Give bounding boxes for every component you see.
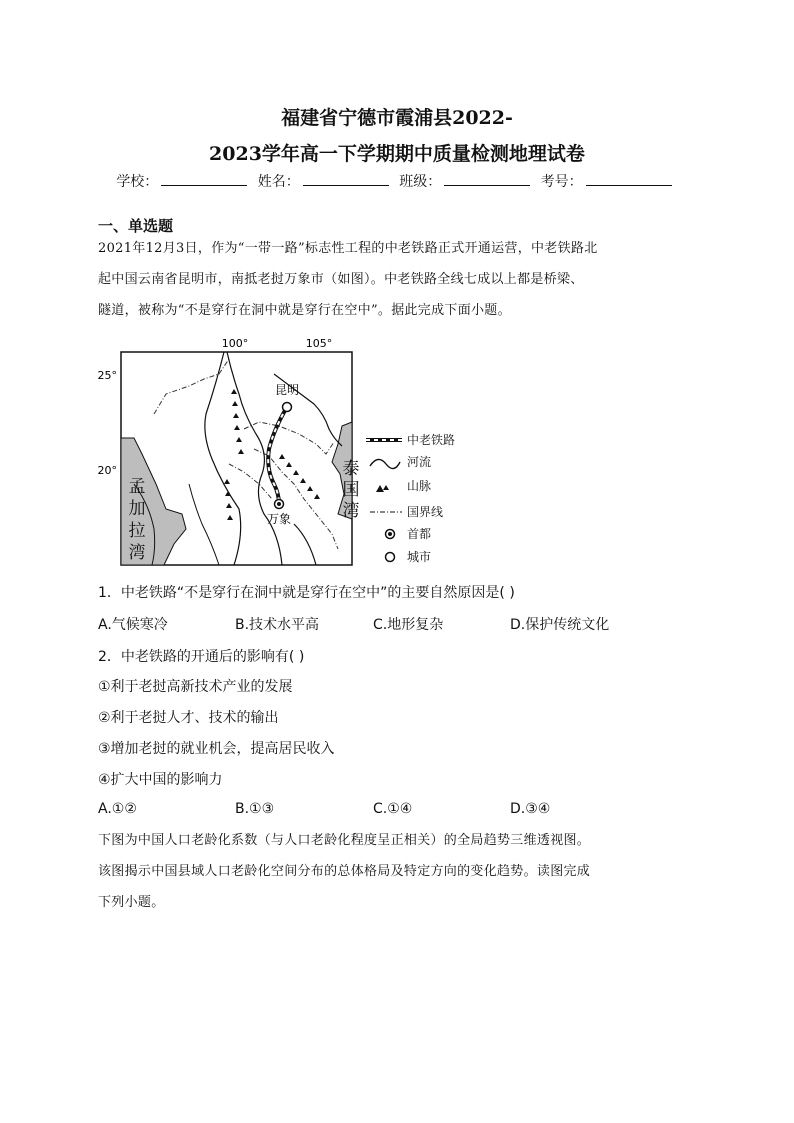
intro1-line: 隧道，被称为“不是穿行在洞中就是穿行在空中”。据此完成下面小题。 <box>98 303 511 318</box>
intro2-line: 该图揭示中国县域人口老龄化空间分布的总体格局及特定方向的变化趋势。读图完成 <box>98 864 591 879</box>
lat-25-label: 25° <box>97 369 117 382</box>
q2-item: ②利于老挝人才、技术的输出 <box>98 710 279 726</box>
legend-river-label: 河流 <box>407 455 432 469</box>
legend-border-label: 国界线 <box>407 505 444 519</box>
bengal-char: 加 <box>128 499 146 519</box>
q1-option-a[interactable]: A.气候寒冷 <box>98 617 168 633</box>
class-label: 班级： <box>399 174 442 190</box>
thailand-gulf-char: 泰 <box>342 459 360 479</box>
exam-title-line1: 福建省宁德市霞浦县2022- <box>281 107 513 129</box>
bengal-char: 湾 <box>128 543 146 563</box>
exam-number-blank[interactable] <box>586 173 672 186</box>
q2-option-b[interactable]: B.①③ <box>235 801 275 817</box>
exam-number-label: 考号： <box>540 174 583 190</box>
q2-item: ④扩大中国的影响力 <box>98 772 223 788</box>
intro2-line: 下图为中国人口老龄化系数（与人口老龄化程度呈正相关）的全局趋势三维透视图。 <box>98 833 591 848</box>
legend-city-label: 城市 <box>407 550 432 564</box>
q2-item: ①利于老挝高新技术产业的发展 <box>98 679 293 695</box>
intro-paragraph-2 <box>98 825 698 918</box>
school-label: 学校： <box>116 174 159 190</box>
q2-option-c[interactable]: C.①④ <box>373 801 413 817</box>
intro1-line: 2021年12月3日，作为“一带一路”标志性工程的中老铁路正式开通运营，中老铁路北 <box>98 241 598 256</box>
exam-title-line2: 2023学年高一下学期期中质量检测地理试卷 <box>209 143 585 165</box>
section-title: 一、单选题 <box>98 217 174 235</box>
name-blank[interactable] <box>303 173 389 186</box>
bengal-char: 孟 <box>128 477 146 497</box>
lon-105-label: 105° <box>305 337 333 350</box>
lon-100-label: 100° <box>221 337 249 350</box>
legend-capital-label: 首都 <box>407 527 432 541</box>
thailand-gulf-char: 国 <box>342 480 360 500</box>
class-blank[interactable] <box>444 173 530 186</box>
intro1-line: 起中国云南省昆明市，南抵老挝万象市（如图）。中老铁路全线七成以上都是桥梁、 <box>98 272 584 287</box>
q1-option-b[interactable]: B.技术水平高 <box>235 617 320 633</box>
student-info-row <box>0 171 794 191</box>
legend-railway-label: 中老铁路 <box>407 433 456 447</box>
intro2-line: 下列小题。 <box>98 895 165 910</box>
name-label: 姓名： <box>257 174 300 190</box>
kunming-city-marker <box>283 403 292 412</box>
lat-20-label: 20° <box>97 464 117 477</box>
bengal-char: 拉 <box>128 521 146 541</box>
q2-option-d[interactable]: D.③④ <box>510 801 551 817</box>
school-blank[interactable] <box>161 173 247 186</box>
q2-option-a[interactable]: A.①② <box>98 801 137 817</box>
question-2-stem: 2．中老铁路的开通后的影响有( ) <box>98 649 305 665</box>
q1-option-c[interactable]: C.地形复杂 <box>373 617 444 633</box>
legend-mountain-label: 山脉 <box>407 479 432 493</box>
map-legend <box>366 432 455 564</box>
intro-paragraph-1 <box>98 233 698 326</box>
vientiane-label: 万象 <box>266 512 292 526</box>
thailand-gulf-char: 湾 <box>342 501 360 521</box>
kunming-label: 昆明 <box>274 383 300 397</box>
question-1-stem: 1．中老铁路“不是穿行在洞中就是穿行在空中”的主要自然原因是( ) <box>98 585 515 601</box>
railway-map <box>94 334 494 574</box>
q1-option-d[interactable]: D.保护传统文化 <box>510 617 610 633</box>
q2-item: ③增加老挝的就业机会，提高居民收入 <box>98 741 335 757</box>
